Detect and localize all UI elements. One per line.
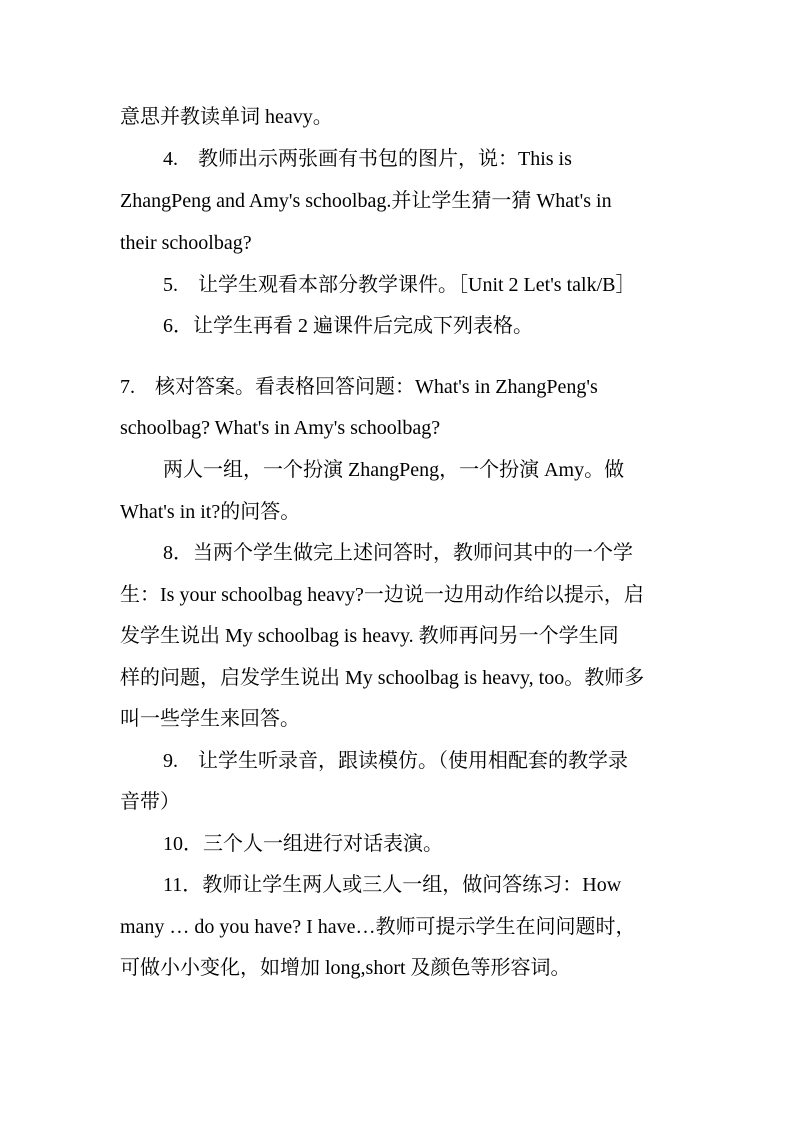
- step-11-line: 11．教师让学生两人或三人一组，做问答练习：How: [163, 874, 622, 896]
- step-4-line: 4. 教师出示两张画有书包的图片，说：This is: [163, 148, 572, 170]
- paragraph-line: 发学生说出 My schoolbag is heavy. 教师再问另一个学生同: [120, 625, 619, 647]
- paragraph-line: 意思并教读单词 heavy。: [120, 106, 333, 128]
- paragraph-line: 两人一组，一个扮演 ZhangPeng，一个扮演 Amy。做: [163, 459, 625, 481]
- paragraph-line: 音带）: [120, 791, 180, 813]
- paragraph-line: 样的问题，启发学生说出 My schoolbag is heavy, too。教师多: [120, 667, 645, 689]
- paragraph-line: ZhangPeng and Amy's schoolbag.并让学生猜一猜 What's in: [120, 190, 612, 212]
- paragraph-line: 生：Is your schoolbag heavy?一边说一边用动作给以提示，启: [120, 584, 644, 606]
- paragraph-line: What's in it?的问答。: [120, 501, 301, 523]
- step-5-line: 5. 让学生观看本部分教学课件。［Unit 2 Let's talk/B］: [163, 274, 636, 296]
- step-8-line: 8．当两个学生做完上述问答时，教师问其中的一个学: [163, 542, 633, 564]
- paragraph-line: their schoolbag?: [120, 232, 252, 254]
- paragraph-line: 叫一些学生来回答。: [120, 708, 300, 730]
- step-10-line: 10．三个人一组进行对话表演。: [163, 833, 443, 855]
- step-6-line: 6．让学生再看 2 遍课件后完成下列表格。: [163, 315, 533, 337]
- step-7-line: 7. 核对答案。看表格回答问题：What's in ZhangPeng's: [120, 376, 598, 398]
- paragraph-line: schoolbag? What's in Amy's schoolbag?: [120, 417, 441, 439]
- paragraph-line: many … do you have? I have…教师可提示学生在问问题时，: [120, 916, 636, 938]
- step-9-line: 9. 让学生听录音，跟读模仿。（使用相配套的教学录: [163, 750, 628, 772]
- paragraph-line: 可做小小变化，如增加 long,short 及颜色等形容词。: [120, 957, 571, 979]
